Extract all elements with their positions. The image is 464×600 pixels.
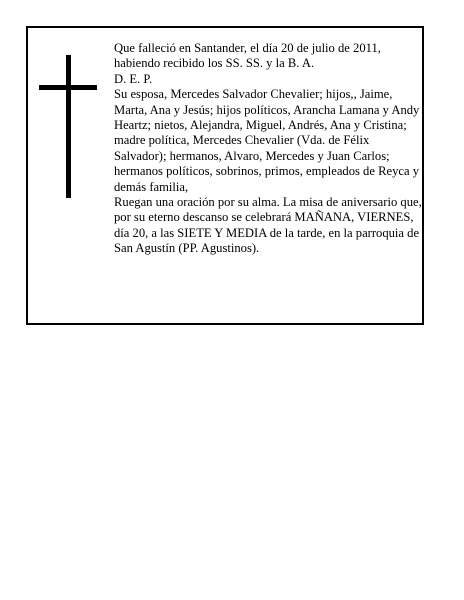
cross-vertical-bar — [66, 55, 71, 198]
cross-horizontal-bar — [39, 85, 97, 90]
family-list: Su esposa, Mercedes Salvador Chevalier; hijos,, Jaime, Marta, Ana y Jesús; hijos políticos, Arancha Lamana y Andy Heartz; nietos, Alejandra, Miguel, Andrés, Ana y Cristina; madre política, Mercedes Chevalier (Vda. de Félix Salvador); hermanos, Alvaro, Mercedes y Juan Carlos; hermanos políticos, sobrinos, primos, empleados de Reyca y demás familia, — [114, 87, 420, 194]
obituary-notice — [26, 26, 424, 325]
notice-text — [114, 41, 424, 257]
rip-line: D. E. P. — [114, 71, 153, 86]
mass-announcement: Ruegan una oración por su alma. La misa de aniversario que, por su eterno descanso se celebrará MAÑANA, VIERNES, día 20, a las SIETE Y MEDIA de la tarde, en la parroquia de San Agustín (PP. Agustinos). — [114, 195, 422, 256]
death-announcement: Que falleció en Santander, el día 20 de julio de 2011, habiendo recibido los SS. SS. y la B. A. — [114, 41, 381, 71]
